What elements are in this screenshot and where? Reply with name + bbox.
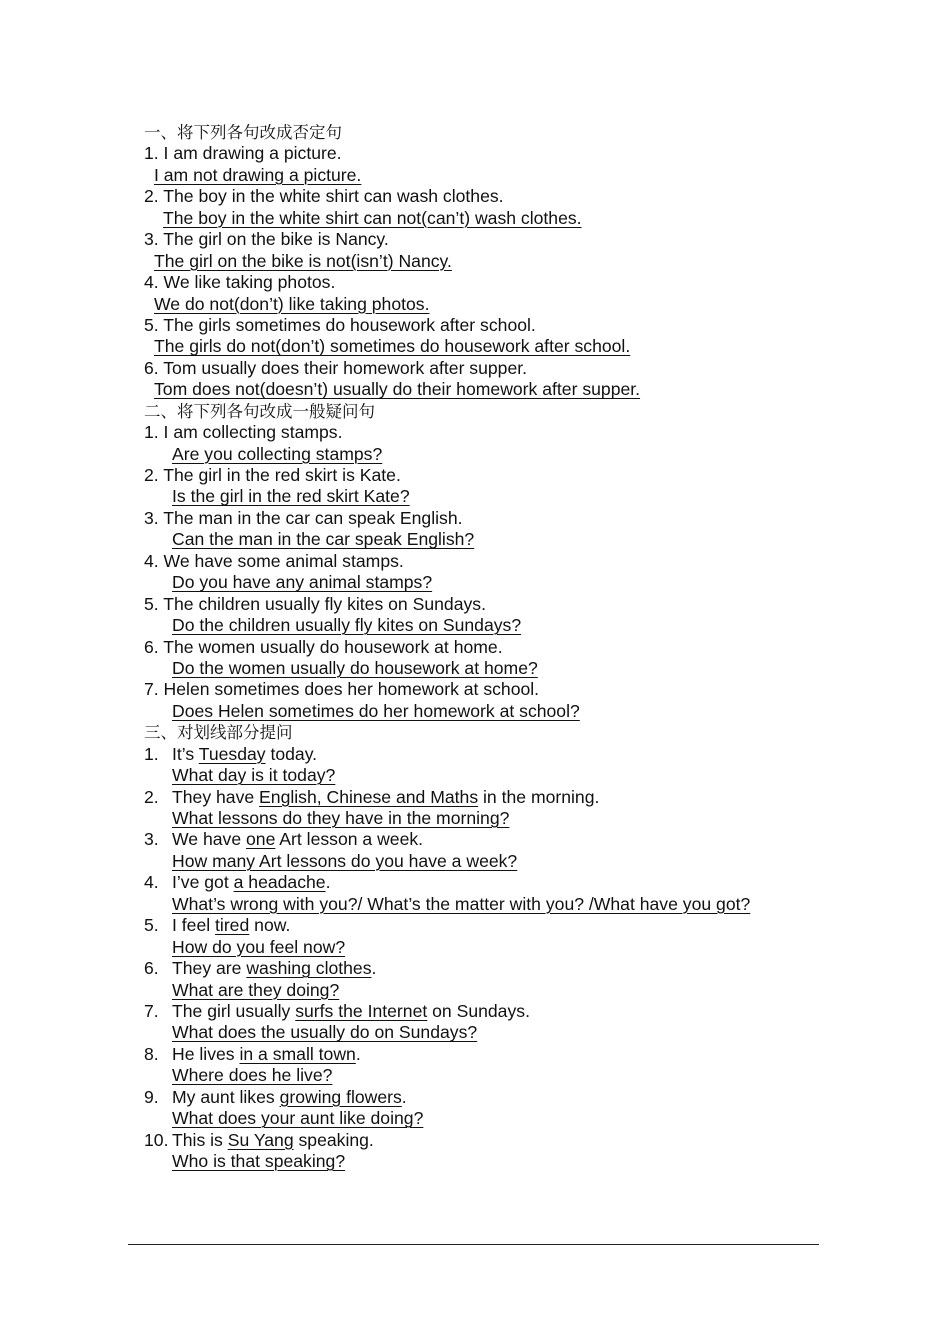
s3-text-post: Art lesson a week. <box>275 829 424 850</box>
s3-text-post: in the morning. <box>478 786 600 807</box>
s3-answer-9: What does your aunt like doing? <box>172 1108 424 1129</box>
s1-question-1: 1. I am drawing a picture. <box>144 143 342 164</box>
s3-text-pre: I’ve got <box>172 872 234 893</box>
s3-number: 9. <box>144 1086 159 1107</box>
s3-text-post: today. <box>265 743 318 764</box>
section2-heading: 二、将下列各句改成一般疑问句 <box>144 401 375 421</box>
s3-underlined-part: surfs the Internet <box>295 1000 428 1021</box>
s2-answer-4: Do you have any animal stamps? <box>172 572 433 593</box>
s3-underlined-part: Su Yang <box>227 1129 294 1150</box>
s2-answer-5: Do the children usually fly kites on Sundays? <box>172 615 522 636</box>
s3-question-5 <box>144 915 844 936</box>
s3-question-1 <box>144 744 844 765</box>
s3-number: 3. <box>144 829 159 850</box>
s3-text-pre: We have <box>172 829 247 850</box>
s3-answer-6: What are they doing? <box>172 979 340 1000</box>
s3-question-4 <box>144 872 844 893</box>
s1-answer-2: The boy in the white shirt can not(can’t) wash clothes. <box>163 207 582 228</box>
s3-question-7 <box>144 1001 844 1022</box>
s1-answer-4: We do not(don’t) like taking photos. <box>154 293 430 314</box>
s1-answer-6: Tom does not(doesn’t) usually do their homework after supper. <box>154 379 641 400</box>
s3-question-6 <box>144 958 844 979</box>
s3-text-post: on Sundays. <box>427 1000 530 1021</box>
s3-underlined-part: one <box>246 829 276 850</box>
s1-answer-5: The girls do not(don’t) sometimes do housework after school. <box>154 336 631 357</box>
s3-underlined-part: growing flowers <box>279 1086 402 1107</box>
s3-number: 1. <box>144 743 159 764</box>
s3-question-3 <box>144 829 844 850</box>
s3-number: 8. <box>144 1043 159 1064</box>
s2-question-4: 4. We have some animal stamps. <box>144 550 404 571</box>
s1-question-6: 6. Tom usually does their homework after supper. <box>144 357 528 378</box>
s2-question-2: 2. The girl in the red skirt is Kate. <box>144 465 401 485</box>
s3-answer-7: What does the usually do on Sundays? <box>172 1022 478 1043</box>
s3-underlined-part: a headache <box>233 872 326 893</box>
s2-answer-7: Does Helen sometimes do her homework at school? <box>172 700 580 721</box>
s3-text-pre: They are <box>172 958 247 979</box>
s3-answer-2: What lessons do they have in the morning? <box>172 808 510 828</box>
s2-answer-2: Is the girl in the red skirt Kate? <box>172 486 410 507</box>
s3-question-2 <box>144 787 844 808</box>
s3-text-pre: It’s <box>172 743 199 764</box>
section3-heading: 三、对划线部分提问 <box>144 723 293 743</box>
s3-underlined-part: washing clothes <box>246 958 372 979</box>
s3-text-post: . <box>371 958 377 979</box>
s3-text-pre: I feel <box>172 915 216 936</box>
s3-number: 10. <box>144 1129 169 1150</box>
s3-text-post: . <box>325 872 331 893</box>
s3-answer-10: Who is that speaking? <box>172 1151 346 1171</box>
s1-question-5: 5. The girls sometimes do housework after school. <box>144 314 536 335</box>
s1-question-3: 3. The girl on the bike is Nancy. <box>144 229 389 250</box>
s3-number: 7. <box>144 1000 159 1021</box>
s3-underlined-part: in a small town <box>239 1043 356 1064</box>
s3-number: 4. <box>144 872 159 893</box>
s2-question-6: 6. The women usually do housework at home. <box>144 636 503 657</box>
s3-answer-1: What day is it today? <box>172 765 336 786</box>
s3-number: 6. <box>144 958 159 979</box>
s3-text-pre: This is <box>172 1129 228 1150</box>
s3-text-post: . <box>401 1086 407 1107</box>
s3-text-post: now. <box>249 915 291 936</box>
s2-question-7: 7. Helen sometimes does her homework at school. <box>144 679 540 700</box>
worksheet-content <box>144 122 844 1172</box>
s3-question-10 <box>144 1130 844 1151</box>
s3-underlined-part: Tuesday <box>198 743 266 764</box>
s3-text-pre: My aunt likes <box>172 1086 280 1107</box>
s3-text-post: speaking. <box>293 1129 374 1150</box>
s3-answer-3: How many Art lessons do you have a week? <box>172 850 518 871</box>
s3-answer-8: Where does he live? <box>172 1065 333 1086</box>
s1-question-4: 4. We like taking photos. <box>144 272 336 293</box>
s2-question-5: 5. The children usually fly kites on Sundays. <box>144 593 486 614</box>
s3-question-8 <box>144 1044 844 1065</box>
s1-question-2: 2. The boy in the white shirt can wash clothes. <box>144 186 504 207</box>
s3-number: 5. <box>144 915 159 936</box>
s3-answer-5: How do you feel now? <box>172 936 346 957</box>
s3-underlined-part: English, Chinese and Maths <box>259 786 479 807</box>
s3-question-9 <box>144 1087 844 1108</box>
s2-answer-3: Can the man in the car speak English? <box>172 529 475 550</box>
s3-text-post: . <box>355 1043 361 1064</box>
s2-question-1: 1. I am collecting stamps. <box>144 422 343 443</box>
s3-underlined-part: tired <box>215 915 250 936</box>
s3-number: 2. <box>144 786 159 807</box>
s3-text-pre: He lives <box>172 1043 240 1064</box>
s1-answer-3: The girl on the bike is not(isn’t) Nancy. <box>154 250 452 271</box>
s3-answer-4: What’s wrong with you?/ What’s the matter with you? /What have you got? <box>172 893 751 914</box>
s1-answer-1: I am not drawing a picture. <box>154 164 362 185</box>
section1-heading: 一、将下列各句改成否定句 <box>144 123 342 142</box>
s3-text-pre: They have <box>172 786 260 807</box>
s2-answer-6: Do the women usually do housework at home? <box>172 657 538 678</box>
s2-answer-1: Are you collecting stamps? <box>172 443 383 464</box>
s3-text-pre: The girl usually <box>172 1000 296 1021</box>
s2-question-3: 3. The man in the car can speak English. <box>144 507 463 528</box>
footer-rule <box>128 1244 819 1245</box>
